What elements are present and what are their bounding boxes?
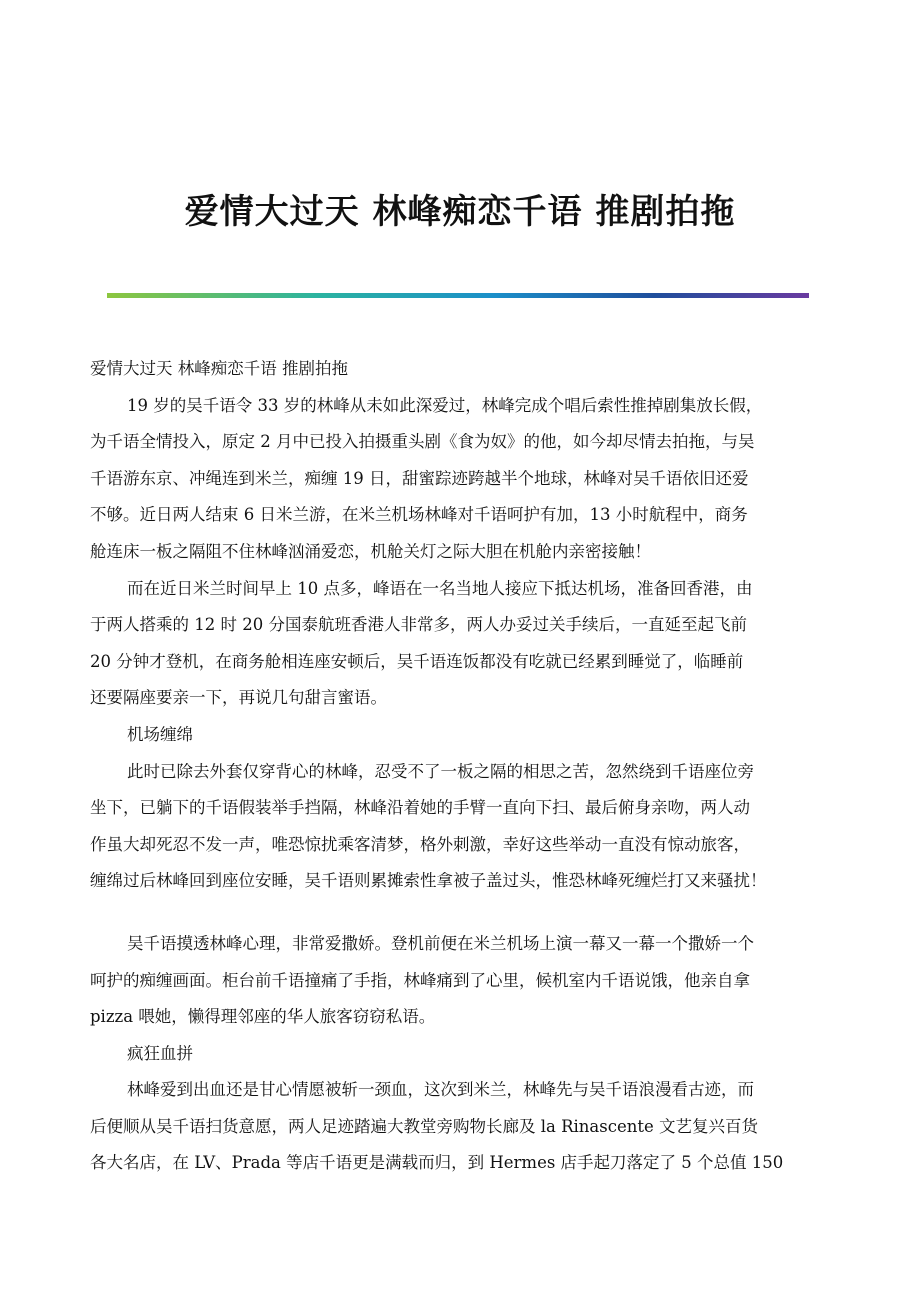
text-line: 作虽大却死忍不发一声，唯恐惊扰乘客清梦，格外刺激，幸好这些举动一直没有惊动旅客， [90,834,750,854]
text-line: 后便顺从吴千语扫货意愿，两人足迹踏遍大教堂旁购物长廊及 la Rinascente 文艺复兴百货 [90,1116,759,1136]
text-line: 缠绵过后林峰回到座位安睡，吴千语则累摊索性拿被子盖过头，惟恐林峰死缠烂打又来骚扰！ [90,871,767,891]
paragraph [90,722,850,759]
document-body [90,356,850,1187]
paragraph [90,576,850,722]
text-line: 林峰爱到出血还是甘心情愿被斩一颈血，这次到米兰，林峰先与吴千语浪漫看古迹，而 [127,1080,754,1100]
paragraph [90,931,850,1041]
text-line: 不够。近日两人结束 6 日米兰游，在米兰机场林峰对千语呵护有加，13 小时航程中，商务 [90,505,748,525]
text-line: 吴千语摸透林峰心理，非常爱撒娇。登机前便在米兰机场上演一幕又一幕一个撒娇一个 [127,933,754,953]
text-line: 各大名店，在 LV、Prada 等店千语更是满载而归，到 Hermes 店手起刀落定了 5 个总值 150 [90,1153,784,1173]
text-line: 千语游东京、冲绳连到米兰，痴缠 19 日，甜蜜踪迹跨越半个地球，林峰对吴千语依旧还爱 [90,468,749,488]
text-line: 而在近日米兰时间早上 10 点多，峰语在一名当地人接应下抵达机场，准备回香港，由 [127,578,753,598]
text-line: 此时已除去外套仅穿背心的林峰，忍受不了一板之隔的相思之苦，忽然绕到千语座位旁 [127,761,754,781]
blank-line [90,905,850,931]
paragraph [90,1077,850,1187]
text-line: pizza 喂她，懒得理邻座的华人旅客窃窃私语。 [90,1007,436,1027]
paragraph [90,759,850,931]
text-line: 为千语全情投入，原定 2 月中已投入拍摄重头剧《食为奴》的他，如今却尽情去拍拖，与吴 [90,432,755,452]
text-line: 19 岁的吴千语令 33 岁的林峰从未如此深爱过，林峰完成个唱后索性推掉剧集放长假， [127,395,763,415]
subtitle: 爱情大过天 林峰痴恋千语 推剧拍拖 [90,359,348,378]
text-line: 疯狂血拼 [127,1043,193,1063]
gradient-divider [107,293,809,298]
text-line: 于两人搭乘的 12 时 20 分国泰航班香港人非常多，两人办妥过关手续后，一直延至起飞前 [90,615,747,635]
document-title: 爱情大过天 林峰痴恋千语 推剧拍拖 [184,192,736,232]
text-line: 坐下，已躺下的千语假装举手挡隔，林峰沿着她的手臂一直向下扫、最后俯身亲吻，两人动 [90,798,750,818]
text-line: 还要隔座要亲一下，再说几句甜言蜜语。 [90,688,387,708]
text-line: 20 分钟才登机，在商务舱相连座安顿后，吴千语连饭都没有吃就已经累到睡觉了，临睡前 [90,651,744,671]
paragraph [90,1041,850,1078]
paragraph [90,393,850,576]
text-line: 呵护的痴缠画面。柜台前千语撞痛了手指，林峰痛到了心里，候机室内千语说饿，他亲自拿 [90,970,750,990]
text-line: 舱连床一板之隔阻不住林峰汹涌爱恋，机舱关灯之际大胆在机舱内亲密接触！ [90,541,651,561]
text-line: 机场缠绵 [127,724,193,744]
